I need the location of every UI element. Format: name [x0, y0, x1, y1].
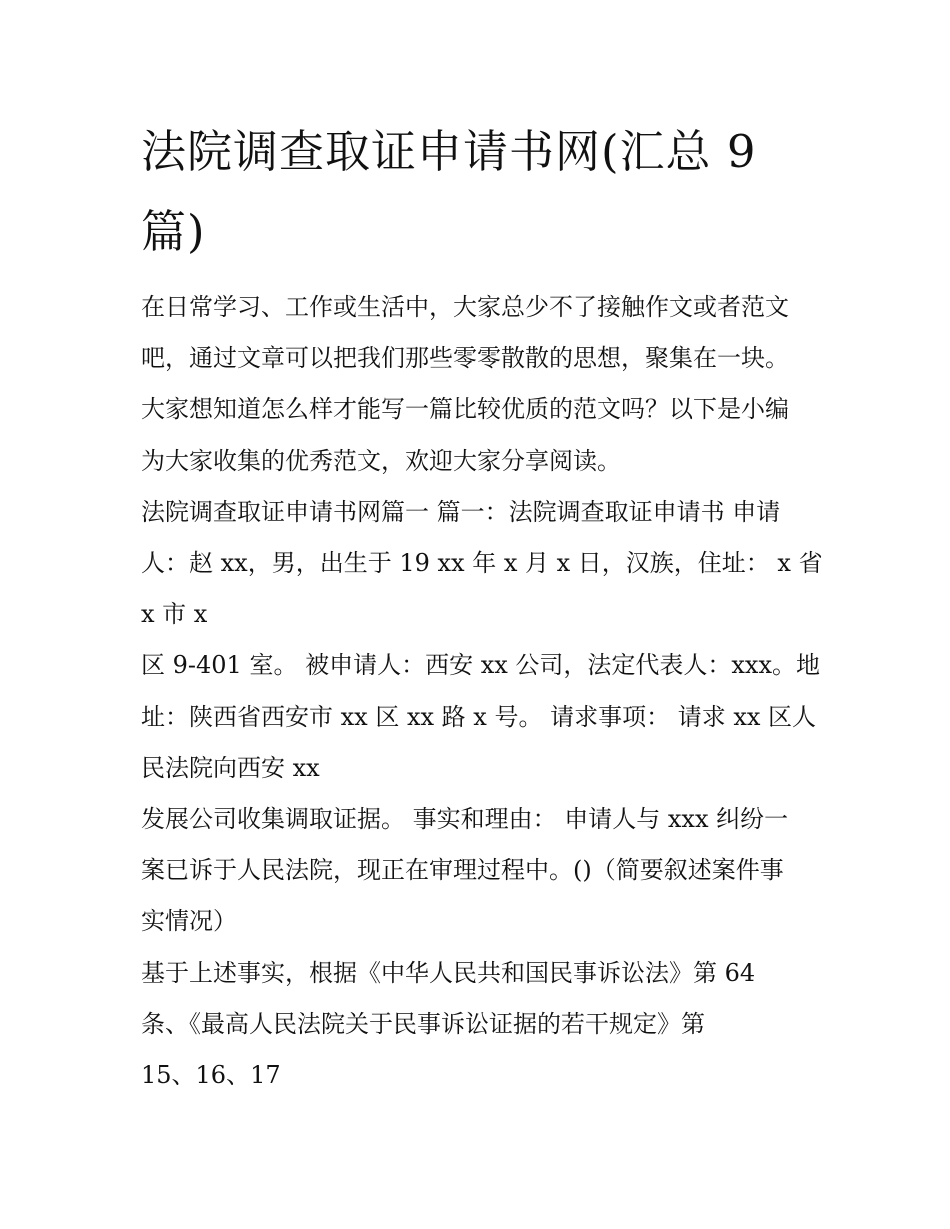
body-line: 为大家收集的优秀范文，欢迎大家分享阅读。 — [141, 446, 621, 475]
document-body — [141, 282, 821, 1101]
body-line: 区 9-401 室。 被申请人：西安 xx 公司，法定代表人：xxx。地 — [141, 651, 821, 680]
body-line: x 市 x — [141, 600, 208, 629]
body-line: 民法院向西安 xx — [141, 753, 320, 782]
body-line: 15、16、17 — [141, 1061, 281, 1090]
body-line: 案已诉于人民法院，现正在审理过程中。()（简要叙述案件事 — [141, 856, 784, 885]
body-line: 实情况） — [141, 907, 237, 936]
body-line: 人：赵 xx，男，出生于 19 xx 年 x 月 x 日，汉族，住址： x 省 — [141, 549, 823, 578]
body-line: 法院调查取证申请书网篇一 篇一：法院调查取证申请书 申请 — [141, 497, 781, 526]
body-line: 吧，通过文章可以把我们那些零零散散的思想，聚集在一块。 — [141, 344, 789, 373]
body-line: 址：陕西省西安市 xx 区 xx 路 x 号。 请求事项： 请求 xx 区人 — [141, 702, 817, 731]
body-line: 在日常学习、工作或生活中，大家总少不了接触作文或者范文 — [141, 293, 789, 321]
body-line: 条、《最高人民法院关于民事诉讼证据的若干规定》第 — [141, 1009, 705, 1038]
body-line: 基于上述事实，根据《中华人民共和国民事诉讼法》第 64 — [141, 958, 756, 987]
document-content — [141, 112, 821, 1101]
body-line: 大家想知道怎么样才能写一篇比较优质的范文吗？以下是小编 — [141, 395, 789, 424]
title-line: 法院调查取证申请书网(汇总 9 — [141, 125, 757, 178]
body-line: 发展公司收集调取证据。 事实和理由： 申请人与 xxx 纠纷一 — [141, 805, 789, 834]
document-title — [141, 112, 821, 272]
title-line: 篇) — [141, 205, 206, 258]
